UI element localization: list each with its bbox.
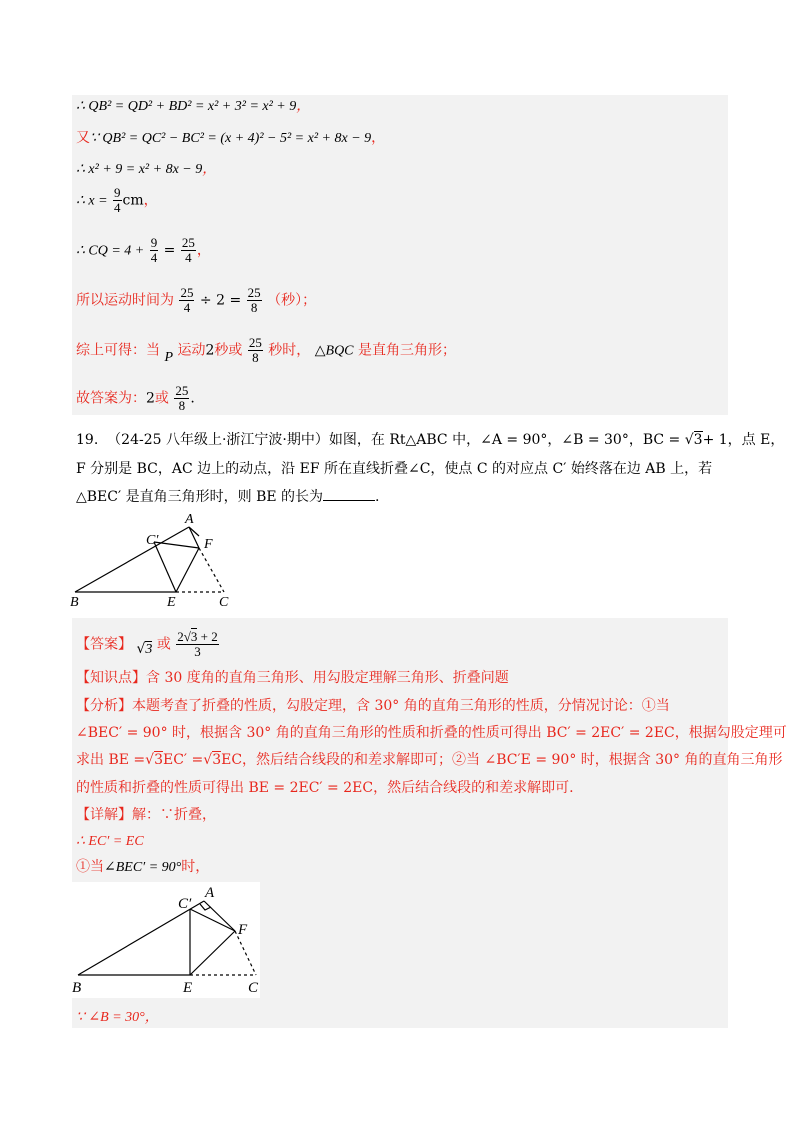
label-e: E <box>167 595 176 610</box>
dashed-f-c <box>199 548 224 592</box>
edge-e-f-2 <box>190 931 235 975</box>
step-motion-time: 所以运动时间为 $\frac{25}{4}$ ÷ 2 = $\frac{25}{8}$ （秒）； <box>76 285 317 315</box>
step-final-answer: 故答案为：2或 $\frac{25}{8}$ . <box>76 383 195 413</box>
analysis-line-4: 的性质和折叠的性质可得出 BE = 2EC′ = 2EC，然后结合线段的和差求解即可. <box>76 780 574 796</box>
question-line-3: △BEC′ 是直角三角形时，则 BE 的长为 . <box>76 489 380 505</box>
edge-ba-2 <box>78 901 204 975</box>
label-cprime-2: C′ <box>178 896 192 912</box>
edge-cprime-f <box>154 542 199 548</box>
step-qb-alt: 又∵ QB² = QC² − BC² = (x + 4)² − 5² = x² + 8x − 9， <box>76 130 386 146</box>
figure-triangle-case1 <box>70 882 260 998</box>
answer-line: 【答案】 √3 或 $\frac{2√3 + 2}{3}$ <box>76 629 218 659</box>
label-b-2: B <box>72 980 82 996</box>
label-c-2: C <box>248 980 259 996</box>
label-a: A <box>185 512 194 527</box>
detail-line-1: 【详解】解：∵折叠， <box>76 807 216 823</box>
edge-a-f <box>189 527 199 548</box>
detail-line-3: ①当∠BEC′ = 90°时， <box>76 859 210 875</box>
step-x-value: ∴ x = $\frac{9}{4}$ cm， <box>76 185 158 215</box>
knowledge-line: 【知识点】含 30 度角的直角三角形、用勾股定理解三角形、折叠问题 <box>76 670 509 686</box>
label-c: C <box>219 595 229 610</box>
question-line-1: 19. （24-25 八年级上·浙江宁波·期中）如图，在 Rt△ABC 中，∠A = 90°，∠B = 30°，BC = √3+ 1，点 E， <box>76 432 785 448</box>
label-b: B <box>70 595 79 610</box>
label-a-2: A <box>205 885 215 901</box>
analysis-line-1: 【分析】本题考查了折叠的性质，勾股定理，含 30° 角的直角三角形的性质，分情况讨论：①当 <box>76 698 670 714</box>
edge-cprime-f-2 <box>190 909 235 931</box>
step-qb-squared: ∴ QB² = QD² + BD² = x² + 3² = x² + 9， <box>76 99 311 114</box>
question-line-2: F 分别是 BC，AC 边上的动点，沿 EF 所在直线折叠∠C，使点 C 的对应点 C′ 始终落在边 AB 上，若 <box>76 461 713 477</box>
step-equation: ∴ x² + 9 = x² + 8x − 9， <box>76 162 217 177</box>
label-cprime: C′ <box>146 533 159 548</box>
edge-cprime-e <box>154 542 176 592</box>
answer-blank <box>323 488 375 501</box>
label-f: F <box>204 537 213 552</box>
step-cq-value: ∴ CQ = 4 + $\frac{9}{4}$ = $\frac{25}{4}$ ， <box>76 235 211 265</box>
figure-triangle-question <box>66 510 246 610</box>
label-f-2: F <box>238 922 248 938</box>
edge-e-f <box>176 548 199 592</box>
detail-line-2: ∴ EC′ = EC <box>76 834 144 849</box>
analysis-line-3: 求出 BE =√3EC′ =√3EC，然后结合线段的和差求解即可；②当 ∠BC′E = 90° 时，根据含 30° 角的直角三角形 <box>76 752 783 768</box>
edge-a-f-2 <box>204 901 235 931</box>
label-e-2: E <box>183 980 193 996</box>
detail-line-4: ∵ ∠B = 30°， <box>76 1010 159 1025</box>
step-summary: 综上可得：当 P 运动2秒或 $\frac{25}{8}$ 秒时， △BQC 是直角三角形； <box>76 335 456 365</box>
analysis-line-2: ∠BEC′ = 90° 时，根据含 30° 角的直角三角形的性质和折叠的性质可得出 BC′ = 2EC′ = 2EC，根据勾股定理可 <box>76 725 787 741</box>
